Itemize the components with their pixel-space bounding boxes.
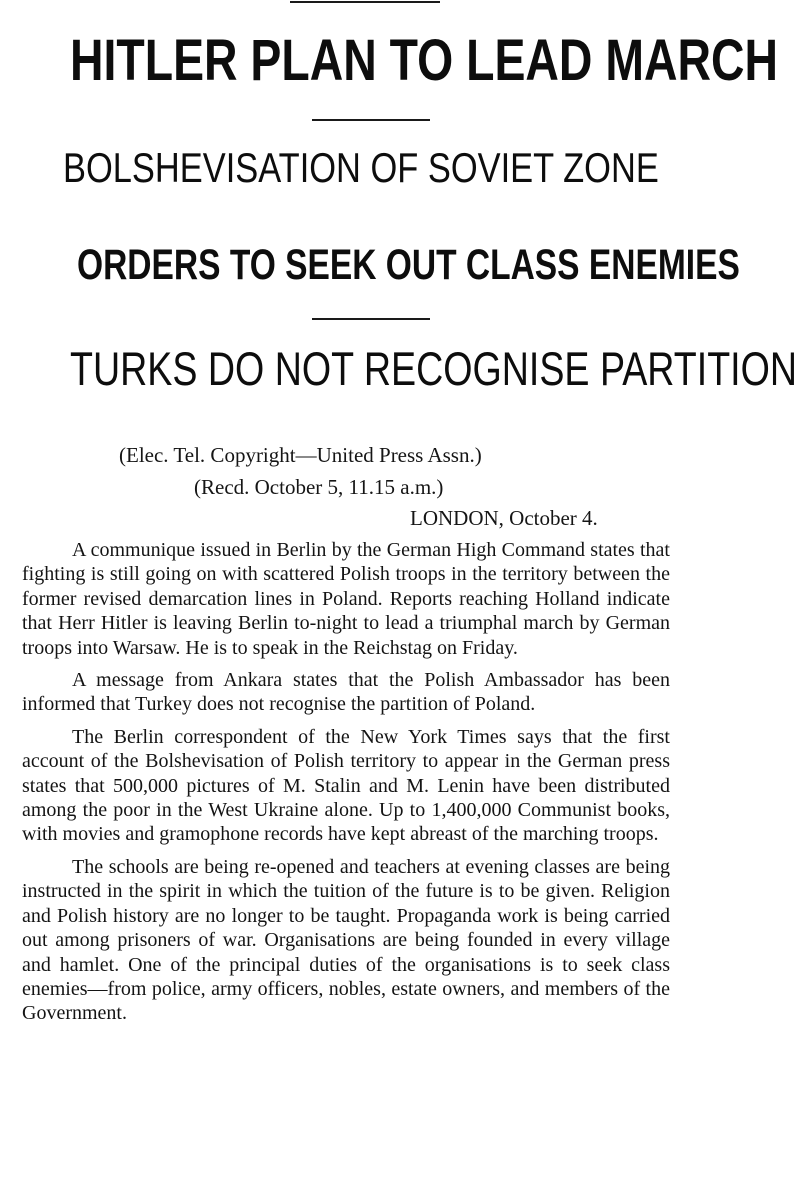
- received-time: (Recd. October 5, 11.15 a.m.): [194, 475, 444, 499]
- headline-class-enemies: ORDERS TO SEEK OUT CLASS ENEMIES: [77, 241, 740, 289]
- headline-main: HITLER PLAN TO LEAD MARCH: [70, 28, 779, 93]
- headline-divider-1: [312, 119, 430, 121]
- paragraph-ankara: A message from Ankara states that the Polish Ambassador has been informed that Turkey does not recognise the partition of Poland.: [22, 669, 670, 716]
- article-body: [22, 538, 670, 1026]
- paragraph-schools: The schools are being re-opened and teachers at evening classes are being instructed in the spirit in which the tuition of the future is to be given. Religion and Polish history are no longer to be taught. Propaganda work is being carried out among prisoners of war. Organisations are being founded in every village and hamlet. One of the principal duties of the organisations is to seek class enemies—from police, army officers, nobles, estate owners, and members of the Government.: [22, 855, 670, 1025]
- headline-turks: TURKS DO NOT RECOGNISE PARTITION: [70, 342, 797, 395]
- dateline-location: LONDON, October 4.: [410, 506, 598, 530]
- headline-bolshevisation: BOLSHEVISATION OF SOVIET ZONE: [63, 144, 659, 191]
- headline-divider-2: [312, 318, 430, 320]
- paragraph-berlin-correspondent: The Berlin correspondent of the New York Times says that the first account of the Bolshevisation of Polish territory to appear in the German press states that 500,000 pictures of M. Stalin and M. Lenin have been distributed among the poor in the West Ukraine alone. Up to 1,400,000 Communist books, with movies and gramophone records have kept abreast of the marching troops.: [22, 725, 670, 846]
- paragraph-communique: A communique issued in Berlin by the German High Command states that fighting is still going on with scattered Polish troops in the territory between the former revised demarcation lines in Poland. Reports reaching Holland indicate that Herr Hitler is leaving Berlin to-night to lead a triumphal march by German troops into Warsaw. He is to speak in the Reichstag on Friday.: [22, 539, 670, 659]
- copyright-credit: (Elec. Tel. Copyright—United Press Assn.): [119, 443, 482, 467]
- top-rule: [290, 1, 440, 3]
